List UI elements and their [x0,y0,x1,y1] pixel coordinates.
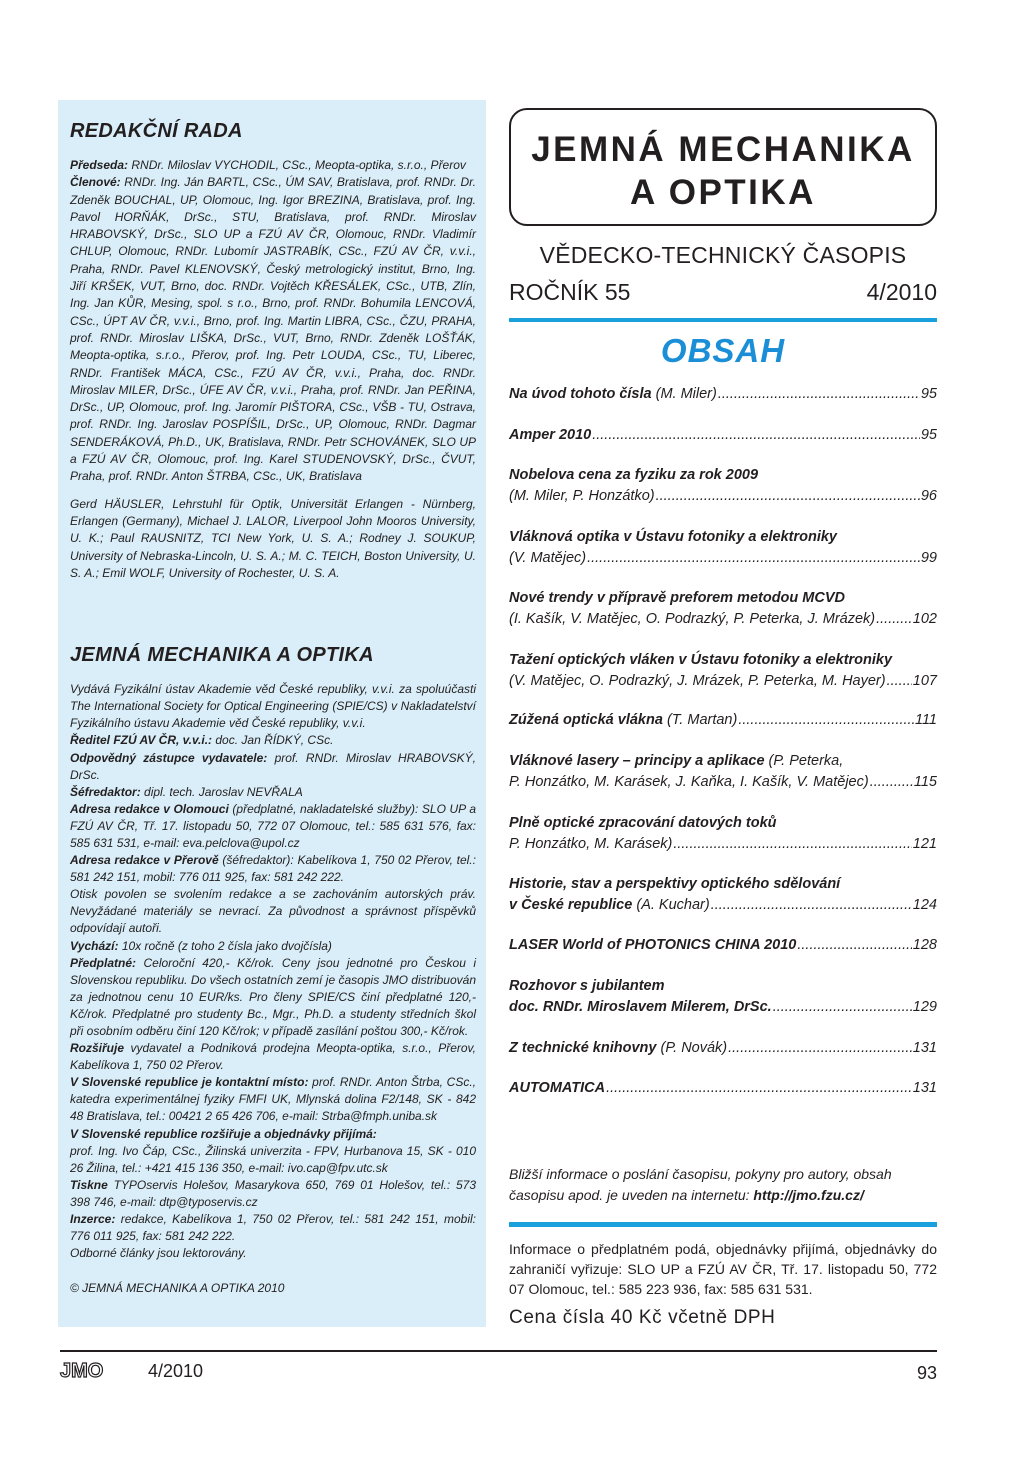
volume: ROČNÍK 55 [509,279,631,305]
masthead [509,108,937,370]
advertising: Inzerce: redakce, Kabelíkova 1, 750 02 Přerov, tel.: 581 242 151, mobil: 776 011 925, fax: 581 242 222. [70,1212,477,1244]
olomouc-address: Adresa redakce v Olomouci (předplatné, nakladatelské služby): SLO UP a FZÚ AV ČR, Tř. 17. listopadu 50, 772 07 Olomouc, tel.: 585 631 576, fax: 585 631 531, e-mail: eva.pelclova@upol.cz [70,801,476,850]
director: Ředitel FZÚ AV ČR, v.v.i.: doc. Jan ŘÍDKÝ, CSc. [70,733,334,748]
toc-item[interactable]: LASER World of PHOTONICS CHINA 2010 ..... 128 [509,937,937,958]
board-heading: REDAKČNÍ RADA [70,120,243,142]
toc-item[interactable]: Historie, stav a perspektivy optického sdělování v České republice (A. Kuchar) ..... 124 [509,876,937,918]
journal-title-box [509,108,937,226]
toc-item[interactable]: Vláknová optika v Ústavu fotoniky a elektroniky (V. Matějec) ..... 99 [509,529,937,571]
editorial-board-panel [58,100,486,1327]
publisher: Vydává Fyzikální ústav Akademie věd České republiky, v.v.i. za spoluúčasti The International Society for Optical Engineering (SPIE/CS) v Nakladatelství Fyzikálního ústavu Akademie věd České republiky, v.v.i. [70,682,476,731]
board-international: Gerd HÄUSLER, Lehrstuhl für Optik, Universität Erlangen - Nürnberg, Erlangen (Germany), Michael J. LALOR, Liverpool John Mooros University, U. K.; Paul RAUSNITZ, TCI New York, U. S. A.; Rodney J. SOUKUP, University of Nebraska-Lincoln, U. S. A.; M. C. TEICH, Boston University, U. S. A.; Emil WOLF, University of Rochester, U. S. A. [70,496,476,580]
toc-item[interactable]: Nové trendy v přípravě preforem metodou MCVD (I. Kašík, V. Matějec, O. Podrazký, P. Peterka, J. Mrázek) ..... 102 [509,590,937,632]
toc-item[interactable]: Rozhovor s jubilantem doc. RNDr. Miroslavem Milerem, DrSc. ..... 129 [509,978,937,1020]
info-note: Bližší informace o poslání časopisu, pokyny pro autory, obsah časopisu apod. je uveden na internetu: http://jmo.fzu.cz/ [509,1166,892,1203]
toc-item[interactable]: AUTOMATICA ..... 131 [509,1080,937,1101]
slovak-contact: V Slovenské republice je kontaktní místo: prof. RNDr. Anton Štrba, CSc., katedra experimentálnej fyziky FMFI UK, Mlynská dolina F2/148, SK - 842 48 Bratislava, tel.: 00421 2 65 426 706, e-mail: Strba@fmph.uniba.sk [70,1075,477,1124]
imprint-body [70,681,476,1297]
toc-item[interactable]: Amper 2010 ..... 95 [509,427,937,448]
journal-title-line1: JEMNÁ MECHANIKA [531,130,915,169]
jmo-logo: JMO [60,1360,104,1382]
footer-issue: 4/2010 [148,1361,204,1381]
prerov-address: Adresa redakce v Přerově (šéfredaktor): Kabelíkova 1, 750 02 Přerov, tel.: 581 242 151, mobil: 776 011 925, fax: 581 242 222. [70,853,476,885]
printer: Tiskne TYPOservis Holešov, Masarykova 650, 769 01 Holešov, tel.: 573 398 746, e-mail: dtp@typoservis.cz [70,1177,476,1209]
representative: Odpovědný zástupce vydavatele: prof. RNDr. Miroslav HRABOVSKÝ, DrSc. [70,750,476,782]
subscription: Předplatné: Celoroční 420,- Kč/rok. Ceny jsou jednotné pro Českou i Slovenskou republiku. Do všech ostatních zemí je časopis JMO distribuován za jednotnou cenu 10 EUR/ks. Pro členy SPIE/CS činí předplatné 120,- Kč/rok. Předplatné pro studenty Bc., Mgr., Ph.D. a studenty středních škol při osobním odběru činí 120 Kč/rok; v případě zasílání poštou 300,- Kč/rok. [70,955,476,1038]
copyright-line: © JEMNÁ MECHANIKA A OPTIKA 2010 [70,1281,285,1296]
price: Cena čísla 40 Kč včetně DPH [509,1307,776,1328]
volume-row [509,279,937,306]
toc-item[interactable]: Tažení optických vláken v Ústavu fotoniky a elektroniky (V. Matějec, O. Podrazký, J. Mrázek, P. Peterka, M. Hayer) ..... 107 [509,652,937,694]
review-note: Odborné články jsou lektorovány. [70,1246,247,1261]
toc-item[interactable]: Zúžená optická vlákna (T. Martan) ..... 111 [509,712,937,733]
journal-subtitle: VĚDECKO-TECHNICKÝ ČASOPIS [539,242,907,268]
footer-rule [60,1350,937,1352]
page-number: 93 [916,1363,937,1383]
toc-item[interactable]: Nobelova cena za fyziku za rok 2009 (M. Miler, P. Honzátko) ..... 96 [509,467,937,509]
toc-item[interactable]: Plně optické zpracování datových toků P. Honzátko, M. Karásek) ..... 121 [509,815,937,857]
copyright-notice: Otisk povolen se svolením redakce a se zachováním autorských práv. Nevyžádané materiály se nevrací. Za původnost a správnost příspěvků odpovídají autoři. [70,887,476,936]
frequency: Vychází: 10x ročně (z toho 2 čísla jako dvojčísla) [70,938,332,953]
distribution: Rozšiřuje vydavatel a Podniková prodejna Meopta-optika, s.r.o., Přerov, Kabelíkova 1, 750 02 Přerov. [70,1041,476,1073]
divider [509,318,937,322]
toc-item[interactable]: Vláknové lasery – principy a aplikace (P. Peterka, P. Honzátko, M. Karásek, J. Kaňka, I. Kašík, V. Matějec) ..... 115 [509,753,937,795]
board-chair: Předseda: RNDr. Miloslav VYCHODIL, CSc., Meopta-optika, s.r.o., Přerov [70,158,466,172]
board-members: Členové: RNDr. Ing. Ján BARTL, CSc., ÚM SAV, Bratislava, prof. RNDr. Dr. Zdeněk BOUCHAL, UP, Olomouc, Ing. Igor BREZINA, Bratislava, prof. Ing. Pavol HORŇÁK, DrSc., STU, Bratislava, prof. RNDr. Miroslav HRABOVSKÝ, DrSc., SLO UP a FZÚ AV ČR, Olomouc, RNDr. Vladimír CHLUP, Olomouc, RNDr. Lubomír JASTRABÍK, CSc., FZÚ AV ČR, v.v.i., Praha, RNDr. Pavel KLENOVSKÝ, Český metrologický institut, Brno, Ing. Jiří KRŠEK, VUT, Brno, doc. RNDr. Vojtěch KŘESÁLEK, CSc., UTB, Zlín, Ing. Jan KŮR, Mesing, spol. s r.o., Brno, prof. RNDr. Bohumila LENCOVÁ, CSc., ÚPT AV ČR, v.v.i., Brno, prof. Ing. Martin LIBRA, CSc., ČZU, PRAHA, prof. RNDr. Miroslav LIŠKA, DrSc., VUT, Brno, RNDr. Zdeněk LOŠŤÁK, Meopta-optika, s.r.o., Přerov, prof. Ing. Petr LOUDA, CSc., TU, Liberec, RNDr. František MÁCA, CSc., FZÚ AV ČR, v.v.i., Praha, doc. RNDr. Miroslav MILER, DrSc., ÚFE AV ČR, v.v.i., Praha, prof. RNDr. Jan PEŘINA, DrSc., UP, Olomouc, prof. Ing. Jaromír PIŠTORA, CSc., VŠB - TU, Ostrava, prof. RNDr. Ing. Jaroslav POSPÍŠIL, DrSc., UP, Olomouc, RNDr. Dagmar SENDERÁKOVÁ, Ph.D., UK, Bratislava, RNDr. Petr SCHOVÁNEK, SLO UP a FZÚ AV ČR, Olomouc, prof. Ing. Karel STUDENOVSKÝ, DrSc., ČVUT, Praha, prof. RNDr. Anton ŠTRBA, CSc., UK, Bratislava [70,175,476,484]
slovak-distribution: V Slovenské republice rozšiřuje a objednávky přijímá: prof. Ing. Ivo Čáp, CSc., Žilinská univerzita - FPV, Hurbanova 15, SK - 010 26 Žilina, tel.: +421 415 136 350, e-mail: ivo.cap@fpv.utc.sk [70,1126,476,1175]
issue-number: 4/2010 [866,279,937,305]
toc-item[interactable]: Na úvod tohoto čísla (M. Miler) ..... 95 [509,386,937,407]
journal-title-line2: A OPTIKA [630,173,816,212]
imprint-heading: JEMNÁ MECHANIKA A OPTIKA [70,644,374,667]
contents-heading: OBSAH [660,332,786,369]
toc-item[interactable]: Z technické knihovny (P. Novák) ..... 131 [509,1040,937,1061]
divider [509,1222,937,1227]
chief-editor: Šéfredaktor: dipl. tech. Jaroslav NEVŘALA [70,784,303,799]
subscription-note: Informace o předplatném podá, objednávky přijímá, objednávky do zahraničí vyřizuje: SLO UP a FZÚ AV ČR, Tř. 17. listopadu 50, 772 07 Olomouc, tel.: 585 223 936, fax: 585 631 531. [509,1241,937,1297]
website-link[interactable]: http://jmo.fzu.cz/ [753,1187,864,1203]
